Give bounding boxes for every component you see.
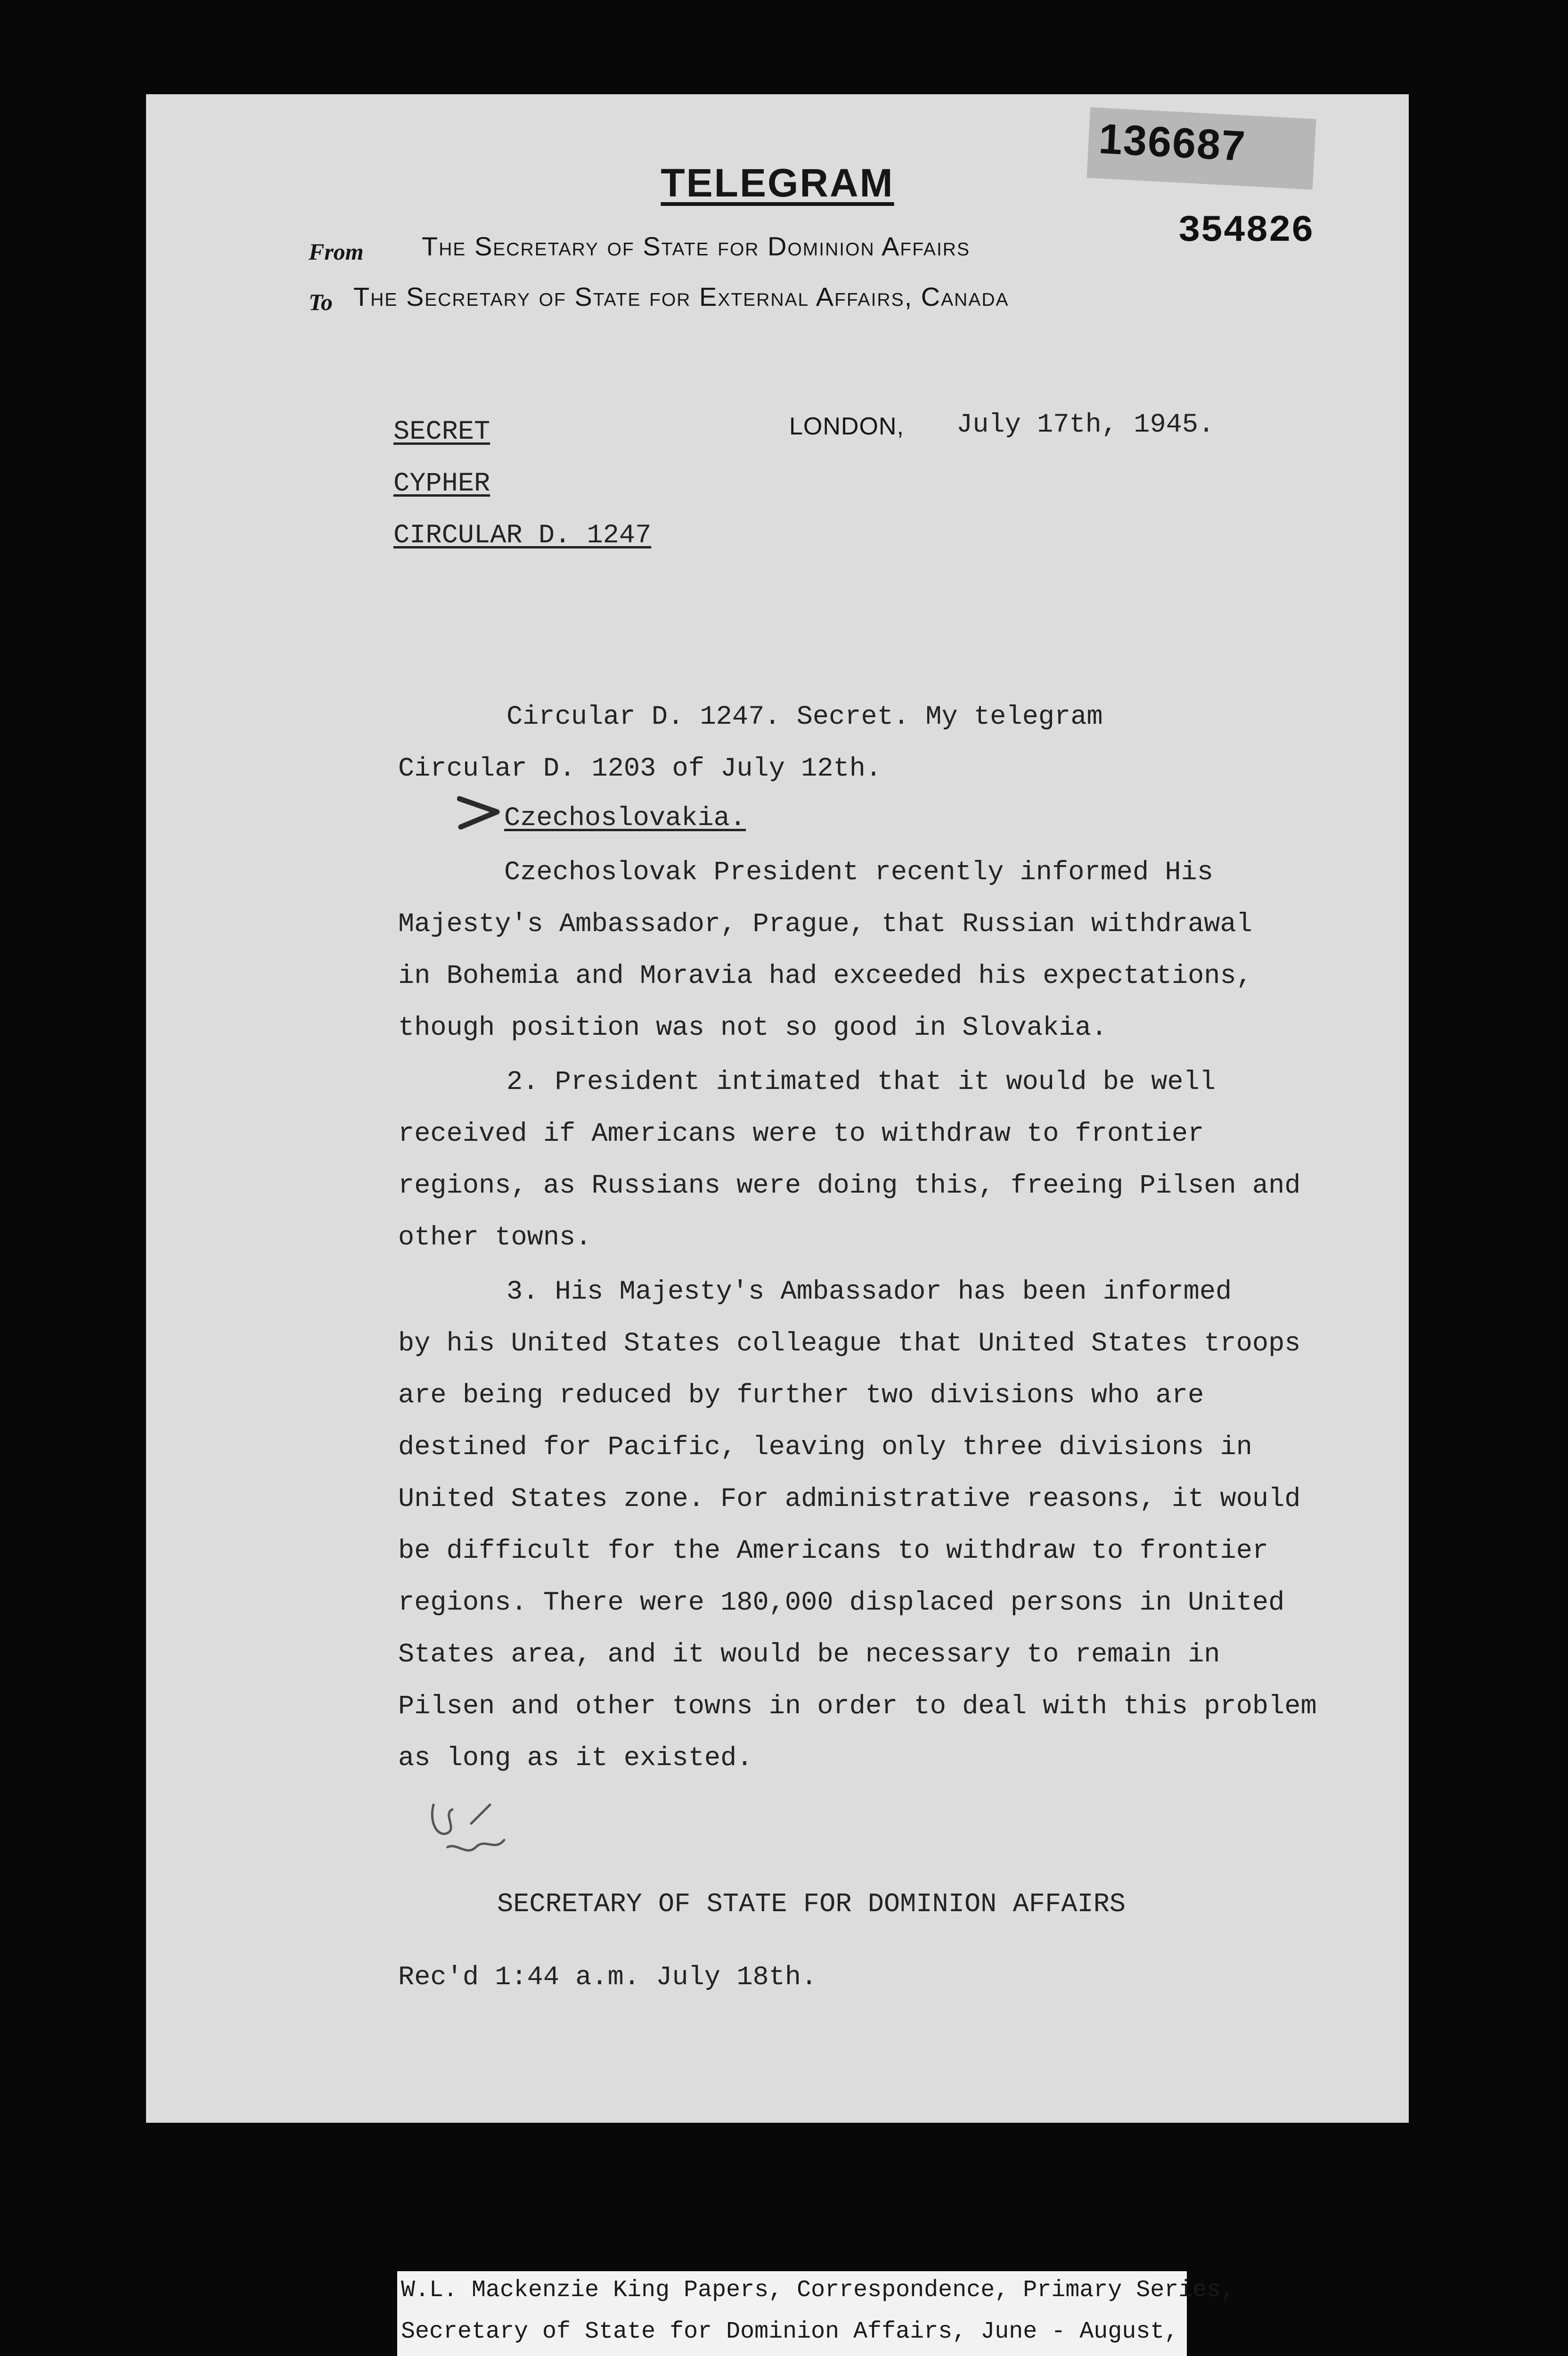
body-line: Circular D. 1247. Secret. My telegram <box>506 702 1103 732</box>
body-line: other towns. <box>398 1223 592 1253</box>
archive-stamp-number: 136687 <box>1097 115 1247 171</box>
telegram-page <box>146 94 1409 2123</box>
telegram-heading: TELEGRAM <box>661 161 894 205</box>
body-line: Majesty's Ambassador, Prague, that Russian withdrawal <box>398 909 1252 940</box>
body-line: in Bohemia and Moravia had exceeded his expectations, <box>398 961 1252 991</box>
body-line: though position was not so good in Slovakia. <box>398 1013 1108 1043</box>
subject-heading: Czechoslovakia. <box>504 803 746 834</box>
body-line: destined for Pacific, leaving only three divisions in <box>398 1432 1252 1463</box>
received-note: Rec'd 1:44 a.m. July 18th. <box>398 1963 817 1993</box>
body-line: be difficult for the Americans to withdraw to frontier <box>398 1536 1269 1566</box>
body-line: States area, and it would be necessary to remain in <box>398 1640 1220 1670</box>
classification-secret: SECRET <box>393 417 490 447</box>
page-number: 354826 <box>1178 210 1314 253</box>
from-value: The Secretary of State for Dominion Affairs <box>422 231 970 261</box>
classification-cypher: CYPHER <box>393 469 490 499</box>
handwritten-initials-mark <box>419 1786 514 1880</box>
body-line: Circular D. 1203 of July 12th. <box>398 754 882 784</box>
citation-line: Secretary of State for Dominion Affairs, June - August, <box>401 2318 1179 2345</box>
handwritten-arrow-icon <box>457 794 504 832</box>
to-label: To <box>309 289 333 315</box>
body-line: received if Americans were to withdraw to frontier <box>398 1119 1204 1149</box>
citation-label <box>397 2271 1235 2356</box>
telegram-date: July 17th, 1945. <box>956 410 1215 440</box>
body-line: Czechoslovak President recently informed His <box>504 858 1214 888</box>
body-line: are being reduced by further two divisions who are <box>398 1381 1204 1411</box>
from-label: From <box>309 238 364 265</box>
place-of-origin: LONDON, <box>789 413 904 440</box>
body-line: 2. President intimated that it would be well <box>506 1067 1216 1097</box>
body-line: United States zone. For administrative reasons, it would <box>398 1484 1301 1514</box>
body-line: 3. His Majesty's Ambassador has been informed <box>506 1277 1232 1307</box>
body-line: as long as it existed. <box>398 1743 753 1774</box>
signature-line: SECRETARY OF STATE FOR DOMINION AFFAIRS <box>497 1890 1126 1920</box>
body-line: regions, as Russians were doing this, freeing Pilsen and <box>398 1171 1301 1201</box>
classification-circular: CIRCULAR D. 1247 <box>393 521 652 551</box>
citation-line: W.L. Mackenzie King Papers, Correspondence, Primary Series, <box>401 2277 1235 2304</box>
body-line: regions. There were 180,000 displaced persons in United <box>398 1588 1285 1618</box>
to-value: The Secretary of State for External Affairs, Canada <box>353 282 1009 311</box>
body-line: by his United States colleague that United States troops <box>398 1329 1301 1359</box>
body-line: Pilsen and other towns in order to deal with this problem <box>398 1692 1317 1722</box>
